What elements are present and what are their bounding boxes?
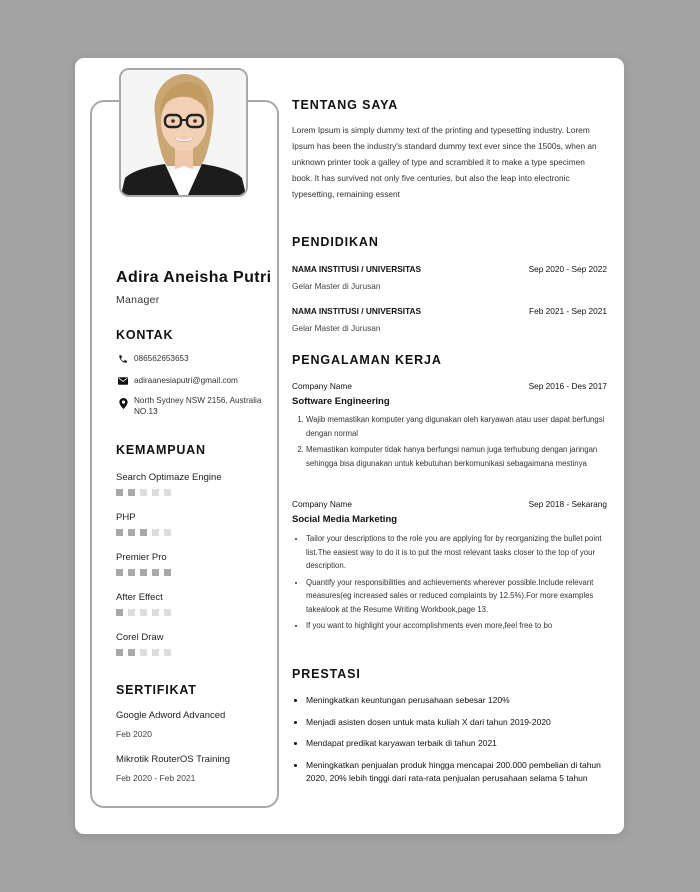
skill-level-dot bbox=[128, 649, 135, 656]
experience-period: Sep 2016 - Des 2017 bbox=[528, 381, 607, 391]
phone-icon bbox=[116, 353, 130, 365]
skill-level-dot bbox=[152, 609, 159, 616]
skill-name: Search Optimaze Engine bbox=[116, 472, 222, 483]
skill-level-rating bbox=[116, 609, 176, 616]
skill-level-dot bbox=[128, 529, 135, 536]
contact-heading: KONTAK bbox=[116, 328, 174, 342]
skill-level-dot bbox=[116, 489, 123, 496]
skill-level-dot bbox=[152, 489, 159, 496]
skill-level-rating bbox=[116, 569, 176, 576]
list-item: 2. Memastikan komputer tidak hanya berfungsi namun juga terhubung dengan jaringan sehingga bisa digunakan untuk kebutuhan berkomunikasi sebagaimana mestinya bbox=[306, 443, 606, 470]
list-item: • Tailor your descriptions to the role you are applying for by reorganizing the bullet point list.The easiest way to do it is to put the most relevant tasks closer to the top of your description. bbox=[306, 532, 606, 573]
profile-role: Manager bbox=[116, 294, 160, 306]
skill-level-dot bbox=[164, 569, 171, 576]
profile-name: Adira Aneisha Putri bbox=[116, 269, 272, 286]
list-item: 1. Wajib memastikan komputer yang digunakan oleh karyawan atau user dapat berfungsi dengan normal bbox=[306, 413, 606, 440]
skill-level-rating bbox=[116, 529, 176, 536]
experience-row bbox=[292, 381, 607, 391]
skill-level-dot bbox=[164, 529, 171, 536]
skill-level-dot bbox=[140, 609, 147, 616]
location-pin-icon bbox=[116, 397, 130, 409]
resume-page bbox=[75, 58, 624, 834]
company-name: Company Name bbox=[292, 381, 352, 391]
education-degree: Gelar Master di Jurusan bbox=[292, 323, 381, 333]
skill-level-rating bbox=[116, 649, 176, 656]
skill-name: PHP bbox=[116, 512, 136, 523]
skill-level-dot bbox=[152, 529, 159, 536]
contact-address bbox=[116, 395, 276, 417]
institution-name: NAMA INSTITUSI / UNIVERSITAS bbox=[292, 264, 422, 274]
job-title: Social Media Marketing bbox=[292, 514, 398, 525]
list-item: • If you want to highlight your accomplishments even more,feel free to bo bbox=[306, 619, 606, 633]
job-duties-list bbox=[292, 532, 606, 636]
contact-email bbox=[116, 375, 276, 387]
address-text: North Sydney NSW 2156, Australia NO.13 bbox=[134, 396, 262, 416]
job-duties-list bbox=[292, 413, 606, 473]
skills-heading: KEMAMPUAN bbox=[116, 443, 206, 457]
education-row bbox=[292, 264, 607, 274]
skill-level-dot bbox=[164, 489, 171, 496]
email-text: adiraanesiaputri@gmail.com bbox=[134, 376, 238, 385]
skill-level-dot bbox=[152, 649, 159, 656]
skill-level-dot bbox=[152, 569, 159, 576]
education-heading: PENDIDIKAN bbox=[292, 235, 379, 249]
certificate-date: Feb 2020 bbox=[116, 729, 152, 739]
education-period: Sep 2020 - Sep 2022 bbox=[528, 264, 607, 274]
certificate-name: Mikrotik RouterOS Training bbox=[116, 754, 231, 765]
skill-level-dot bbox=[140, 489, 147, 496]
about-heading: TENTANG SAYA bbox=[292, 98, 399, 112]
job-title: Software Engineering bbox=[292, 396, 390, 407]
skill-level-dot bbox=[140, 649, 147, 656]
education-row bbox=[292, 306, 607, 316]
sidebar bbox=[90, 100, 279, 808]
experience-row bbox=[292, 499, 607, 509]
list-item: • Meningkatkan keuntungan perusahaan sebesar 120% bbox=[306, 694, 606, 708]
about-text: Lorem Ipsum is simply dummy text of the printing and typesetting industry. Lorem Ipsum has been the industry's standard dummy text ever since the 1500s, when an unknown printer took a galley of type and scrambled it to make a type specimen book. It has survived not only five centuries, but also the leap into electronic typesetting, remaining essent bbox=[292, 125, 597, 199]
skill-level-rating bbox=[116, 489, 176, 496]
education-period: Feb 2021 - Sep 2021 bbox=[529, 306, 607, 316]
skill-level-dot bbox=[164, 649, 171, 656]
skill-level-dot bbox=[116, 649, 123, 656]
list-item: • Menjadi asisten dosen untuk mata kuliah X dari tahun 2019-2020 bbox=[306, 716, 606, 730]
phone-text: 086562653653 bbox=[134, 354, 189, 363]
skill-level-dot bbox=[140, 569, 147, 576]
list-item: • Mendapat predikat karyawan terbaik di tahun 2021 bbox=[306, 737, 606, 751]
education-degree: Gelar Master di Jurusan bbox=[292, 281, 381, 291]
skill-level-dot bbox=[116, 609, 123, 616]
list-item: • Meningkatkan penjualan produk hingga mencapai 200.000 pembelian di tahun 2020, 20% lebih tinggi dari rata-rata penjualan perusahaan selama 5 tahun bbox=[306, 759, 606, 786]
contact-phone bbox=[116, 353, 276, 365]
experience-heading: PENGALAMAN KERJA bbox=[292, 353, 442, 367]
skill-name: After Effect bbox=[116, 592, 163, 603]
achievements-heading: PRESTASI bbox=[292, 667, 361, 681]
certificates-heading: SERTIFIKAT bbox=[116, 683, 197, 697]
certificate-date: Feb 2020 - Feb 2021 bbox=[116, 773, 196, 783]
skill-level-dot bbox=[164, 609, 171, 616]
skill-level-dot bbox=[116, 529, 123, 536]
company-name: Company Name bbox=[292, 499, 352, 509]
experience-period: Sep 2018 - Sekarang bbox=[528, 499, 607, 509]
skill-level-dot bbox=[140, 529, 147, 536]
skill-name: Premier Pro bbox=[116, 552, 167, 563]
skill-level-dot bbox=[128, 569, 135, 576]
achievements-list bbox=[292, 694, 606, 794]
skill-name: Corel Draw bbox=[116, 632, 164, 643]
certificate-name: Google Adword Advanced bbox=[116, 710, 226, 721]
skill-level-dot bbox=[128, 609, 135, 616]
envelope-icon bbox=[116, 375, 130, 387]
skill-level-dot bbox=[116, 569, 123, 576]
skill-level-dot bbox=[128, 489, 135, 496]
profile-photo bbox=[119, 68, 248, 197]
list-item: • Quantify your responsibilities and achievements wherever possible.Include relevant measures(eg increased sales or reduced complaints by 12.5%).For more examples takealook at the Resume Writing Workbook,page 13. bbox=[306, 576, 606, 617]
institution-name: NAMA INSTITUSI / UNIVERSITAS bbox=[292, 306, 422, 316]
